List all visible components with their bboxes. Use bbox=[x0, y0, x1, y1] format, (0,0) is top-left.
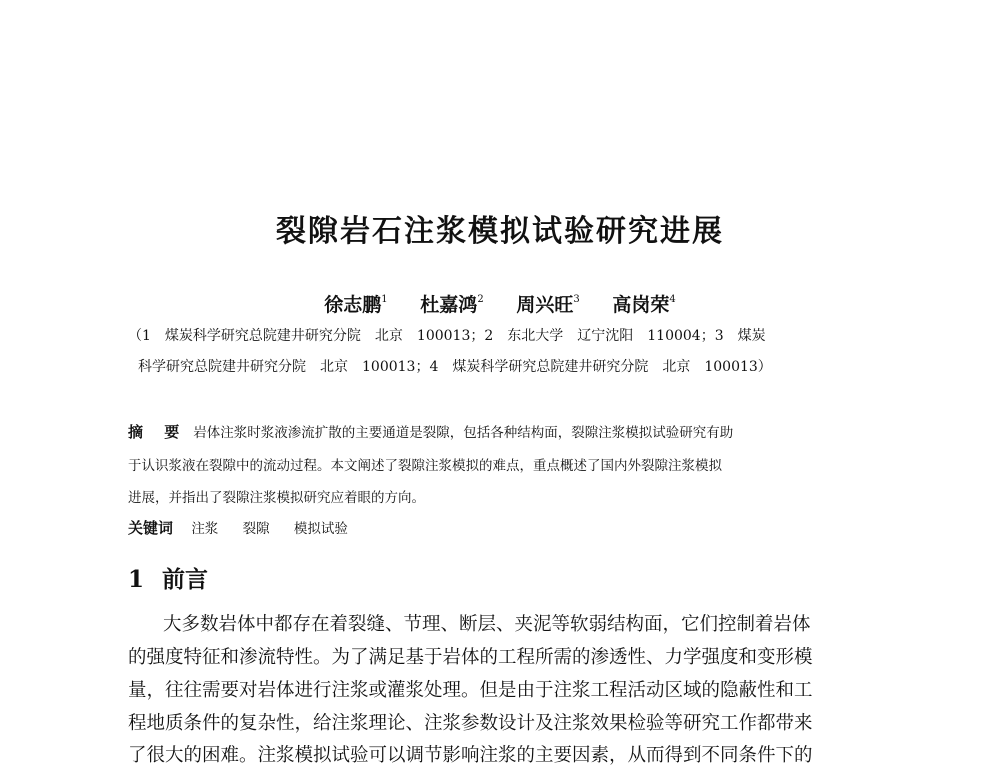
abstract-line: 进展，并指出了裂隙注浆模拟研究应着眼的方向。 bbox=[128, 490, 425, 506]
body-line: 量，往往需要对岩体进行注浆或灌浆处理。但是由于注浆工程活动区域的隐蔽性和工 bbox=[128, 680, 813, 701]
author-name: 杜嘉鸿 bbox=[420, 294, 478, 316]
keywords bbox=[128, 517, 368, 538]
author-affiliation-mark: 4 bbox=[669, 293, 676, 305]
affiliation-line: 科学研究总院建井研究分院 北京 100013；4 煤炭科学研究总院建井研究分院 北京 100013） bbox=[138, 359, 772, 375]
affiliation-line: （1 煤炭科学研究总院建井研究分院 北京 100013；2 东北大学 辽宁沈阳 110004；3 煤炭 bbox=[128, 328, 766, 344]
author bbox=[420, 290, 483, 317]
author-list bbox=[0, 290, 1000, 317]
body-line: 的强度特征和渗流特性。为了满足基于岩体的工程所需的渗透性、力学强度和变形模 bbox=[128, 647, 813, 668]
section-title: 前言 bbox=[162, 566, 209, 593]
author bbox=[612, 290, 675, 317]
author-affiliation-mark: 1 bbox=[381, 293, 388, 305]
author-affiliation-mark: 2 bbox=[477, 293, 484, 305]
keywords-label: 关键词 bbox=[128, 519, 174, 537]
abstract-label: 摘 要 bbox=[128, 423, 188, 441]
author bbox=[516, 290, 579, 317]
keyword: 注浆 bbox=[191, 521, 219, 537]
paper-title: 裂隙岩石注浆模拟试验研究进展 bbox=[276, 214, 724, 249]
author-name: 周兴旺 bbox=[516, 294, 574, 316]
author-name: 高岗荣 bbox=[612, 294, 670, 316]
abstract-line: 于认识浆液在裂隙中的流动过程。本文阐述了裂隙注浆模拟的难点，重点概述了国内外裂隙注浆模拟 bbox=[128, 458, 722, 474]
abstract-text: 岩体注浆时浆液渗流扩散的主要通道是裂隙，包括各种结构面，裂隙注浆模拟试验研究有助 bbox=[193, 425, 734, 441]
author-name: 徐志鹏 bbox=[324, 294, 382, 316]
section-heading bbox=[128, 561, 208, 594]
abstract-line bbox=[128, 421, 878, 442]
keyword: 模拟试验 bbox=[293, 521, 348, 537]
body-line: 了很大的困难。注浆模拟试验可以调节影响注浆的主要因素，从而得到不同条件下的 bbox=[128, 745, 813, 766]
body-line: 大多数岩体中都存在着裂缝、节理、断层、夹泥等软弱结构面，它们控制着岩体 bbox=[163, 614, 811, 635]
author bbox=[324, 290, 387, 317]
author-affiliation-mark: 3 bbox=[573, 293, 580, 305]
keyword: 裂隙 bbox=[242, 521, 270, 537]
section-number: 1 bbox=[128, 566, 145, 593]
body-line: 程地质条件的复杂性，给注浆理论、注浆参数设计及注浆效果检验等研究工作都带来 bbox=[128, 713, 813, 734]
